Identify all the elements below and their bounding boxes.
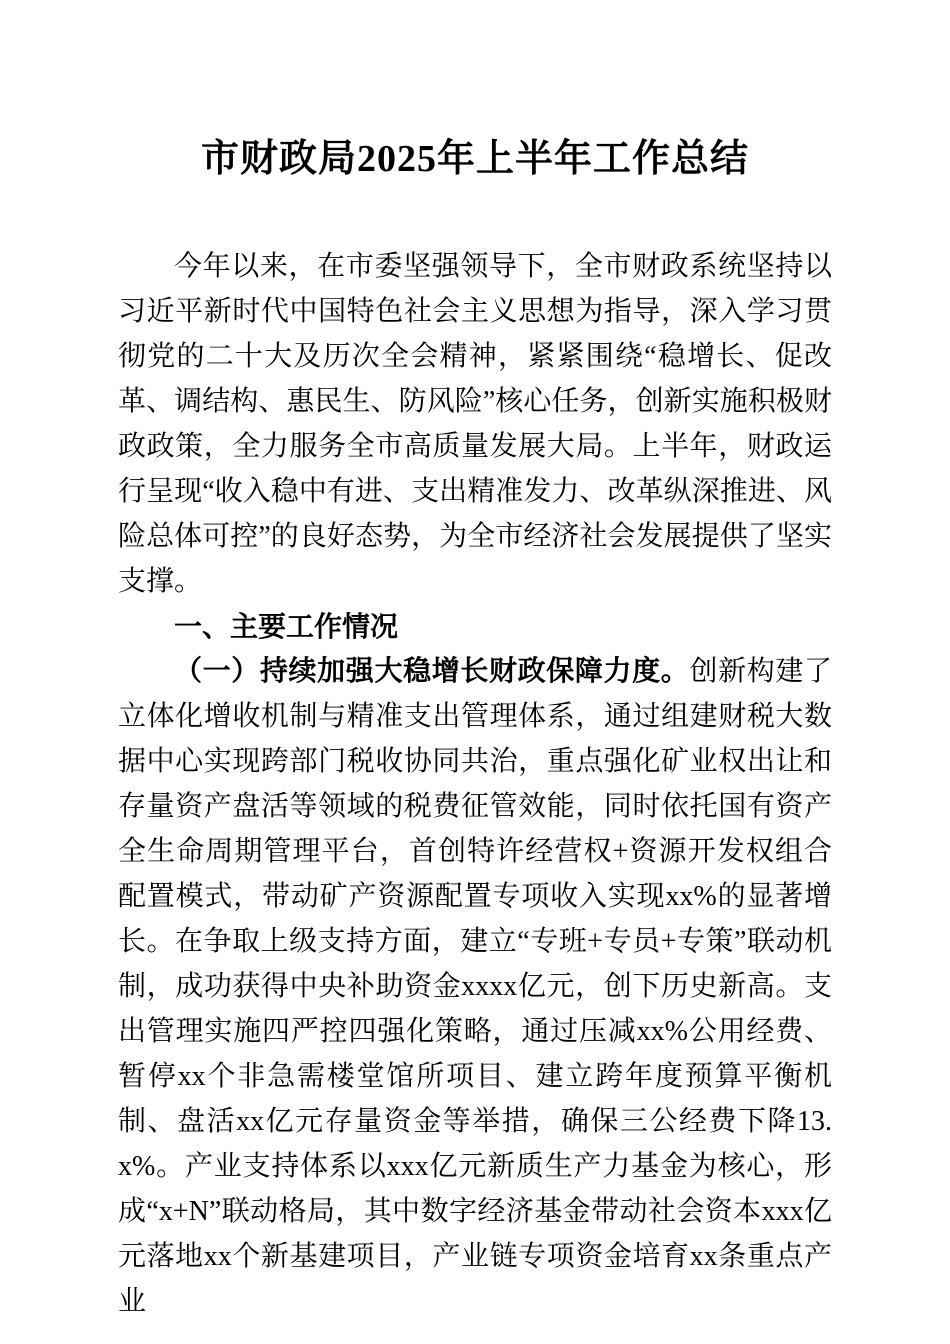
section-paragraph (118, 649, 832, 1324)
document-title: 市财政局2025年上半年工作总结 (200, 138, 749, 180)
section-paragraph-lead: （一）持续加强大稳增长财政保障力度。 (174, 655, 690, 687)
intro-paragraph: 今年以来，在市委坚强领导下，全市财政系统坚持以习近平新时代中国特色社会主义思想为指导，深入学习贯彻党的二十大及历次全会精神，紧紧围绕“稳增长、促改革、调结构、惠民生、防风险”核心任务，创新实施积极财政政策，全力服务全市高质量发展大局。上半年，财政运行呈现“收入稳中有进、支出精准发力、改革纵深推进、风险总体可控”的良好态势，为全市经济社会发展提供了坚实支撑。 (118, 250, 832, 597)
section-paragraph-body: 创新构建了立体化增收机制与精准支出管理体系，通过组建财税大数据中心实现跨部门税收协同共治，重点强化矿业权出让和存量资产盘活等领域的税费征管效能，同时依托国有资产全生命周期管理平台，首创特许经营权+资源开发权组合配置模式，带动矿产资源配置专项收入实现xx%的显著增长。在争取上级支持方面，建立“专班+专员+专策”联动机制，成功获得中央补助资金xxxx亿元，创下历史新高。支出管理实施四严控四强化策略，通过压减xx%公用经费、暂停xx个非急需楼堂馆所项目、建立跨年度预算平衡机制、盘活xx亿元存量资金等举措，确保三公经费下降13.x%。产业支持体系以xxx亿元新质生产力基金为核心，形成“x+N”联动格局，其中数字经济基金带动社会资本xxx亿元落地xx个新基建项目，产业链专项资金培育xx条重点产业 (118, 655, 832, 1317)
section-heading: 一、主要工作情况 (174, 610, 399, 642)
